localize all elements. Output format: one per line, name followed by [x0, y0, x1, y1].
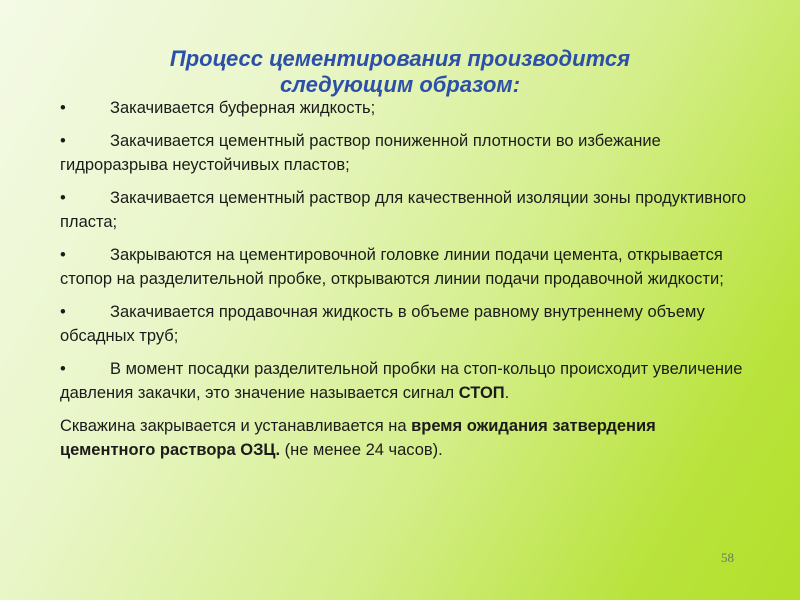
bullet-item-3 — [60, 186, 750, 234]
bullet-text-2: Закачивается цементный раствор пониженной плотности во избежание гидроразрыва неустойчивых пластов; — [60, 132, 661, 174]
bullet-item-6 — [60, 357, 750, 405]
bullet-marker: • — [60, 246, 66, 264]
bullet-text-5: Закачивается продавочная жидкость в объеме равному внутреннему объему обсадных труб; — [60, 303, 705, 345]
closing-bold: время ожидания затвердения цементного раствора ОЗЦ. — [60, 417, 656, 459]
bullet-item-1 — [60, 96, 750, 120]
bullet-text-1: Закачивается буферная жидкость; — [110, 99, 376, 117]
stop-signal-text: СТОП — [458, 384, 505, 402]
closing-paragraph — [60, 414, 750, 462]
slide-title — [90, 46, 710, 98]
page-number: 58 — [721, 550, 734, 565]
bullet-marker: • — [60, 132, 66, 150]
bullet-marker: • — [60, 360, 66, 378]
bullet-text-6: В момент посадки разделительной пробки на стоп-кольцо происходит увеличение давления закачки, это значение называется сигнал — [60, 360, 743, 402]
title-line-1: Процесс цементирования производится — [169, 46, 631, 71]
slide-body — [60, 96, 750, 462]
bullet-text-3: Закачивается цементный раствор для качественной изоляции зоны продуктивного пласта; — [60, 189, 747, 231]
bullet-marker: • — [60, 303, 66, 321]
bullet-marker: • — [60, 189, 66, 207]
bullet-marker: • — [60, 99, 66, 117]
bullet-item-4 — [60, 243, 750, 291]
bullet-item-2 — [60, 129, 750, 177]
closing-part-2: (не менее 24 часов). — [280, 441, 443, 459]
title-line-2: следующим образом: — [279, 72, 521, 97]
bullet-6-end: . — [504, 384, 510, 402]
closing-part-1: Скважина закрывается и устанавливается на — [60, 417, 412, 435]
bullet-item-5 — [60, 300, 750, 348]
bullet-text-4: Закрываются на цементировочной головке линии подачи цемента, открывается стопор на разделительной пробке, открываются линии подачи продавочной жидкости; — [60, 246, 724, 288]
